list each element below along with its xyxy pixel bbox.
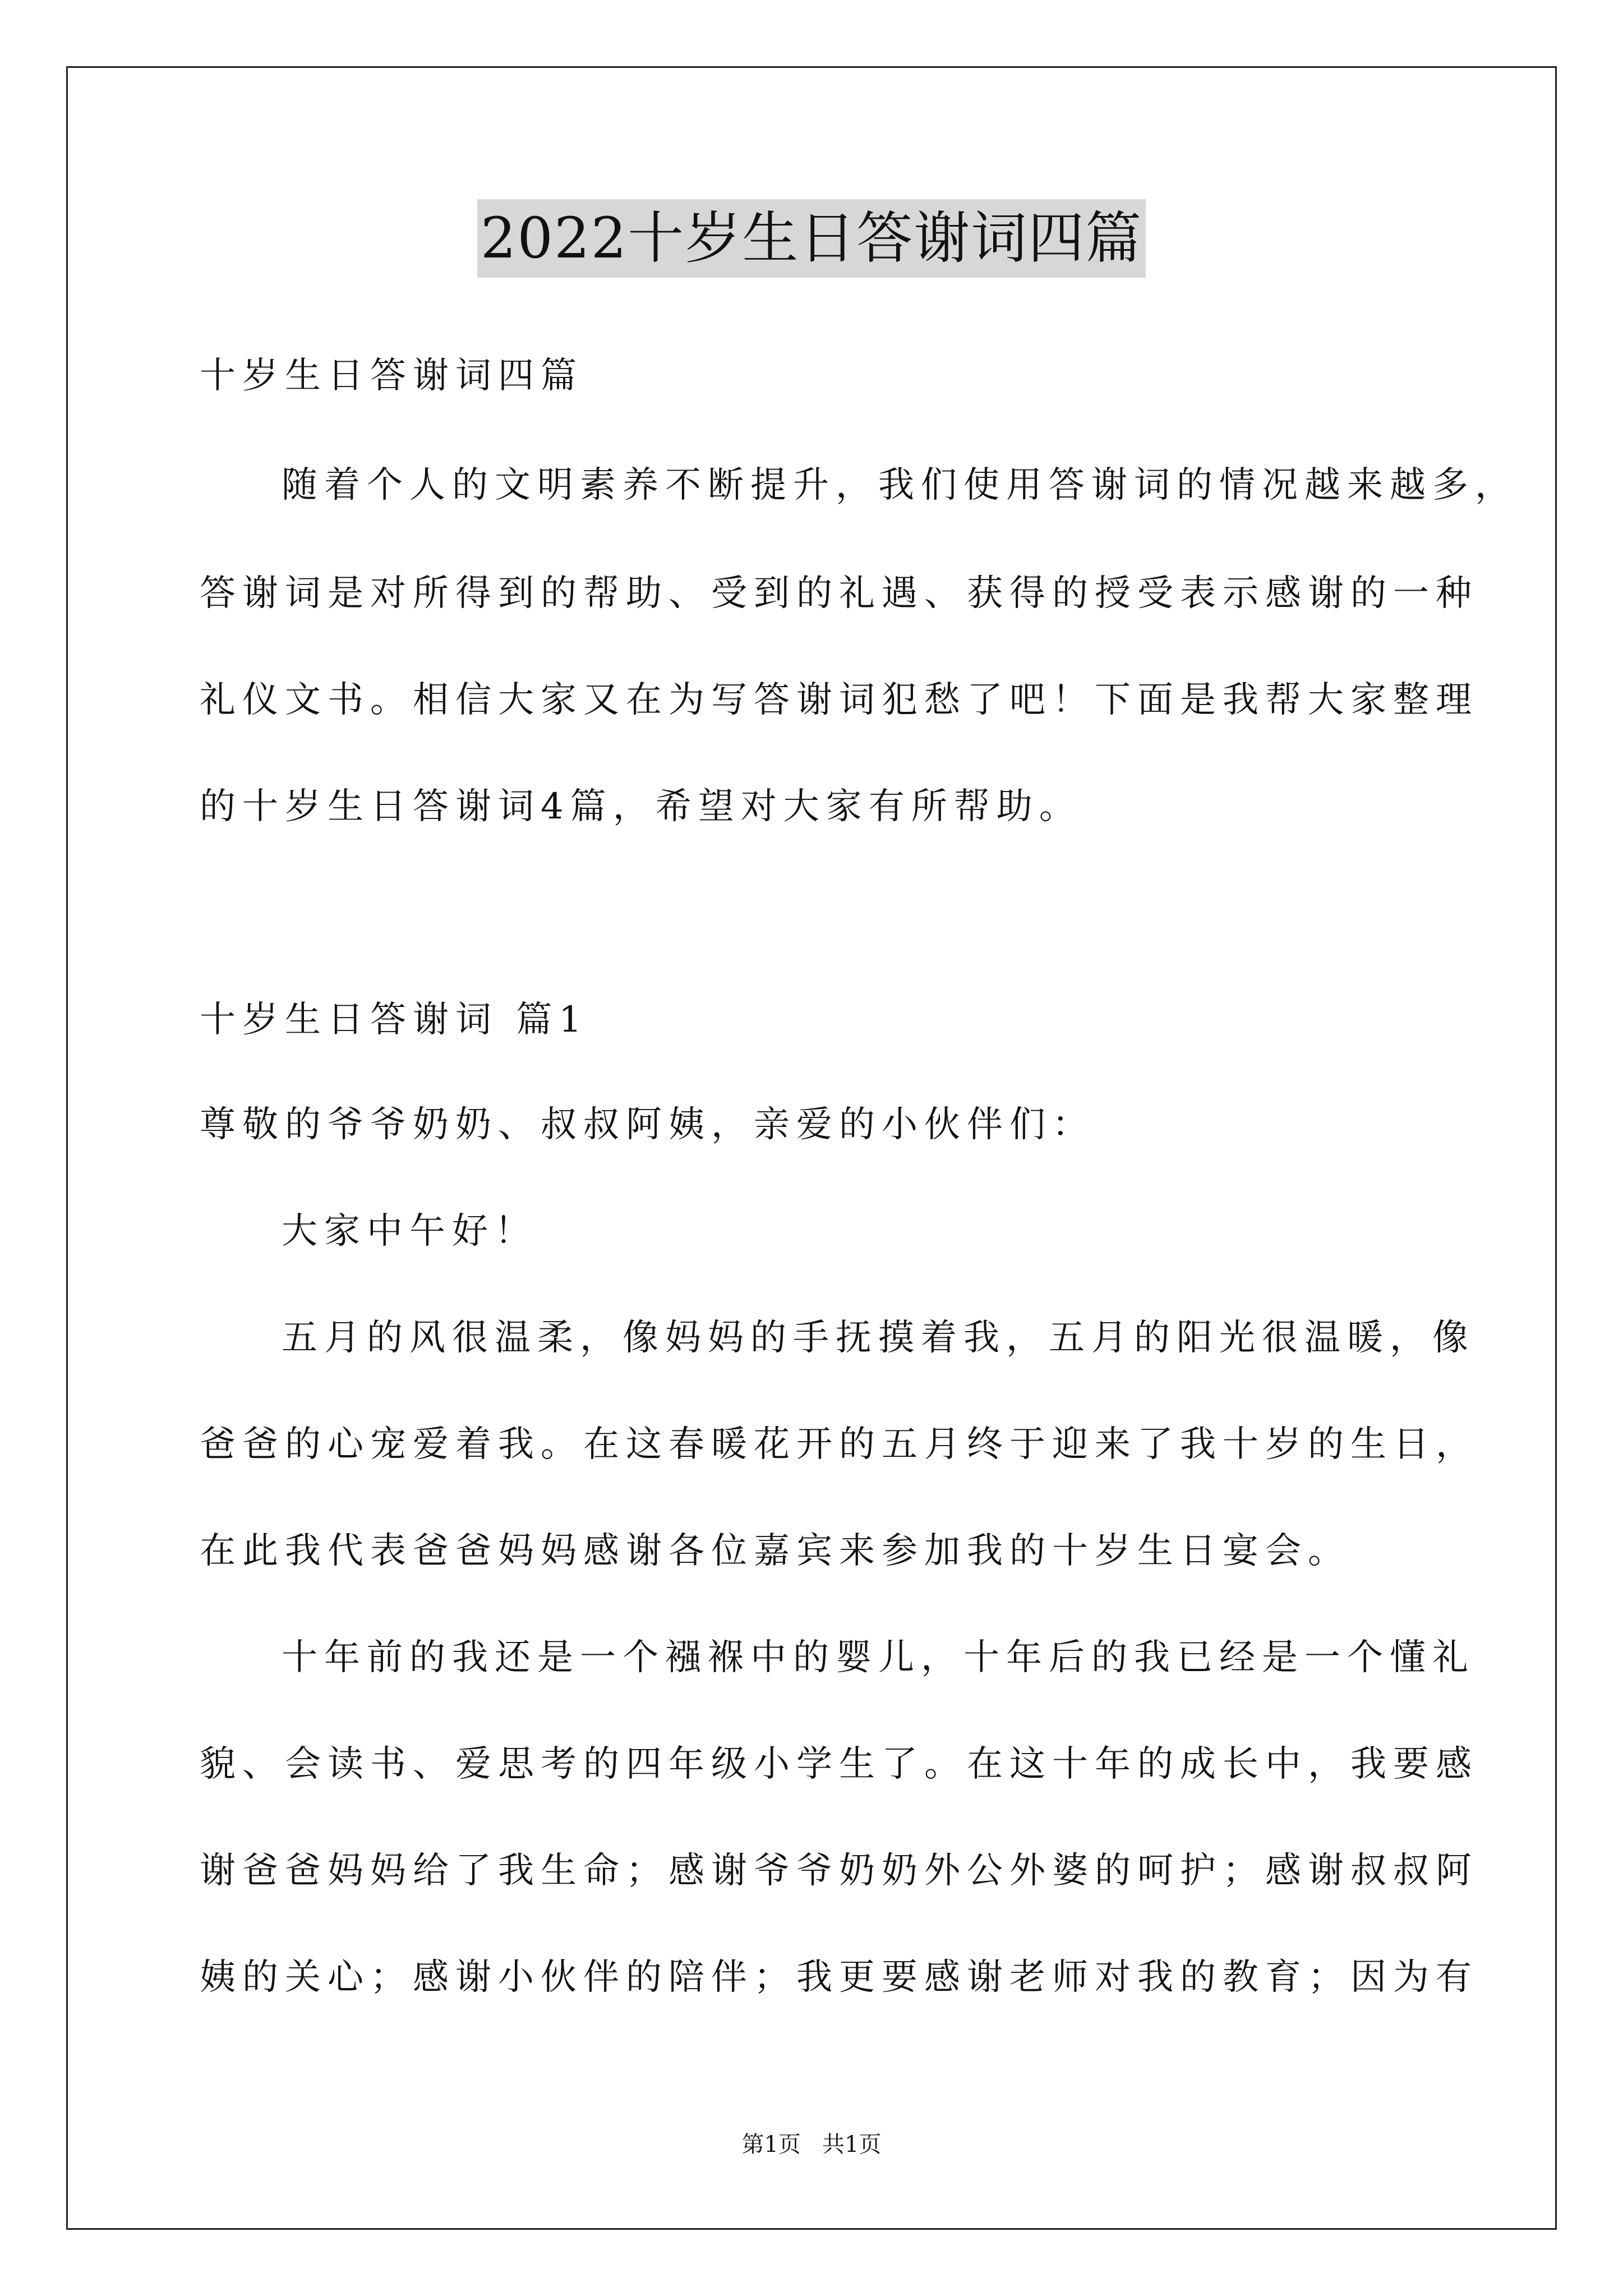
document-title: 2022十岁生日答谢词四篇 <box>477 199 1146 278</box>
paragraph-line: 礼仪文书。相信大家又在为写答谢词犯愁了吧！下面是我帮大家整理 <box>200 679 1478 721</box>
paragraph-line: 谢爸爸妈妈给了我生命；感谢爷爷奶奶外公外婆的呵护；感谢叔叔阿 <box>200 1850 1478 1892</box>
paragraph-line: 姨的关心；感谢小伙伴的陪伴；我更要感谢老师对我的教育；因为有 <box>200 1957 1478 1998</box>
section-heading: 十岁生日答谢词四篇 <box>200 355 583 397</box>
paragraph-line: 五月的风很温柔，像妈妈的手抚摸着我，五月的阳光很温暖，像 <box>282 1317 1475 1359</box>
paragraph-line: 爸爸的心宠爱着我。在这春暖花开的五月终于迎来了我十岁的生日， <box>200 1424 1478 1465</box>
page-footer: 第1页 共1页 <box>741 2132 882 2157</box>
paragraph-line: 貌、会读书、爱思考的四年级小学生了。在这十年的成长中，我要感 <box>200 1743 1478 1785</box>
section-heading: 十岁生日答谢词 篇1 <box>200 999 589 1041</box>
paragraph-line: 的十岁生日答谢词4篇，希望对大家有所帮助。 <box>200 786 1082 827</box>
paragraph-line: 随着个人的文明素养不断提升，我们使用答谢词的情况越来越多， <box>282 464 1518 506</box>
title-wrapper <box>0 199 1623 278</box>
paragraph-line: 在此我代表爸爸妈妈感谢各位嘉宾来参加我的十岁生日宴会。 <box>200 1530 1350 1572</box>
paragraph-line: 答谢词是对所得到的帮助、受到的礼遇、获得的授受表示感谢的一种 <box>200 573 1478 614</box>
paragraph-line: 大家中午好！ <box>282 1211 537 1252</box>
paragraph-line: 十年前的我还是一个襁褓中的婴儿，十年后的我已经是一个懂礼 <box>282 1637 1475 1678</box>
salutation-line: 尊敬的爷爷奶奶、叔叔阿姨，亲爱的小伙伴们： <box>200 1104 1095 1145</box>
